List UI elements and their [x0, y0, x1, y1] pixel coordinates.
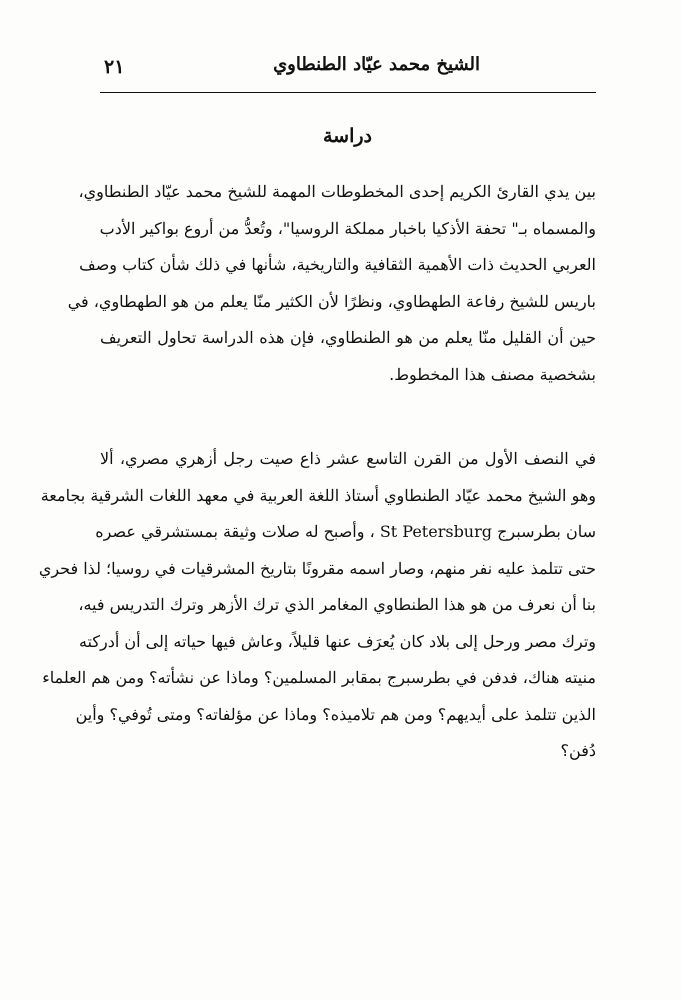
- paragraph-1: [67, 174, 596, 393]
- page-number: ٢١: [104, 56, 125, 78]
- text-line: بشخصية مصنف هذا المخطوط.: [389, 364, 596, 384]
- text-line: وهو الشيخ محمد عيّاد الطنطاوي أستاذ اللغة العربية في معهد اللغات الشرقية بجامعة: [40, 485, 596, 505]
- text-line: بين يدي القارئ الكريم إحدى المخطوطات المهمة للشيخ محمد عيّاد الطنطاوي،: [78, 182, 596, 201]
- text-line: دُفن؟: [560, 741, 596, 760]
- text-line: وترك مصر ورحل إلى بلاد كان يُعرَف عنها قليلاً، وعاش فيها حياته إلى أن أدركته: [78, 631, 596, 651]
- header-rule: [100, 92, 596, 93]
- text-line: حين أن القليل منّا يعلم من هو الطنطاوي، فإن هذه الدراسة تحاول التعريف: [100, 328, 596, 347]
- text-line: العربي الحديث ذات الأهمية الثقافية والتاريخية، شأنها في ذلك شأن كتاب وصف: [79, 255, 596, 274]
- section-title: دراسة: [322, 125, 373, 147]
- page-header: [100, 52, 595, 92]
- paragraph-2: [38, 441, 596, 770]
- text-line: الذين تتلمذ على أيديهم؟ ومن هم تلاميذه؟ وماذا عن مؤلفاته؟ ومتى تُوفي؟ وأين: [75, 704, 596, 724]
- text-line: بنا أن نعرف من هو هذا الطنطاوي المغامر الذي ترك الأزهر وترك التدريس فيه،: [78, 595, 596, 614]
- text-line: حتى تتلمذ عليه نفر منهم، وصار اسمه مقرونًا بتاريخ المشرقيات في روسيا؛ لذا فحري: [38, 558, 596, 578]
- running-title: الشيخ محمد عيّاد الطنطاوي: [273, 54, 480, 75]
- text-line: في النصف الأول من القرن التاسع عشر ذاع صيت رجل أزهري مصري، ألا: [100, 449, 596, 468]
- text-line: والمسماه بـ" تحفة الأذكيا باخبار مملكة الروسيا"، وتُعدُّ من أروع بواكير الأدب: [99, 218, 596, 238]
- text-line: منيته هناك، فدفن في بطرسبرج بمقابر المسلمين؟ وماذا عن نشأته؟ ومن هم العلماء: [42, 668, 596, 687]
- text-line: سان بطرسبرج St Petersburg ، وأصبح له صلات وثيقة بمستشرقي عصره: [95, 522, 596, 541]
- text-line: باريس للشيخ رفاعة الطهطاوي، ونظرًا لأن الكثير منّا يعلم من هو الطهطاوي، في: [67, 291, 596, 311]
